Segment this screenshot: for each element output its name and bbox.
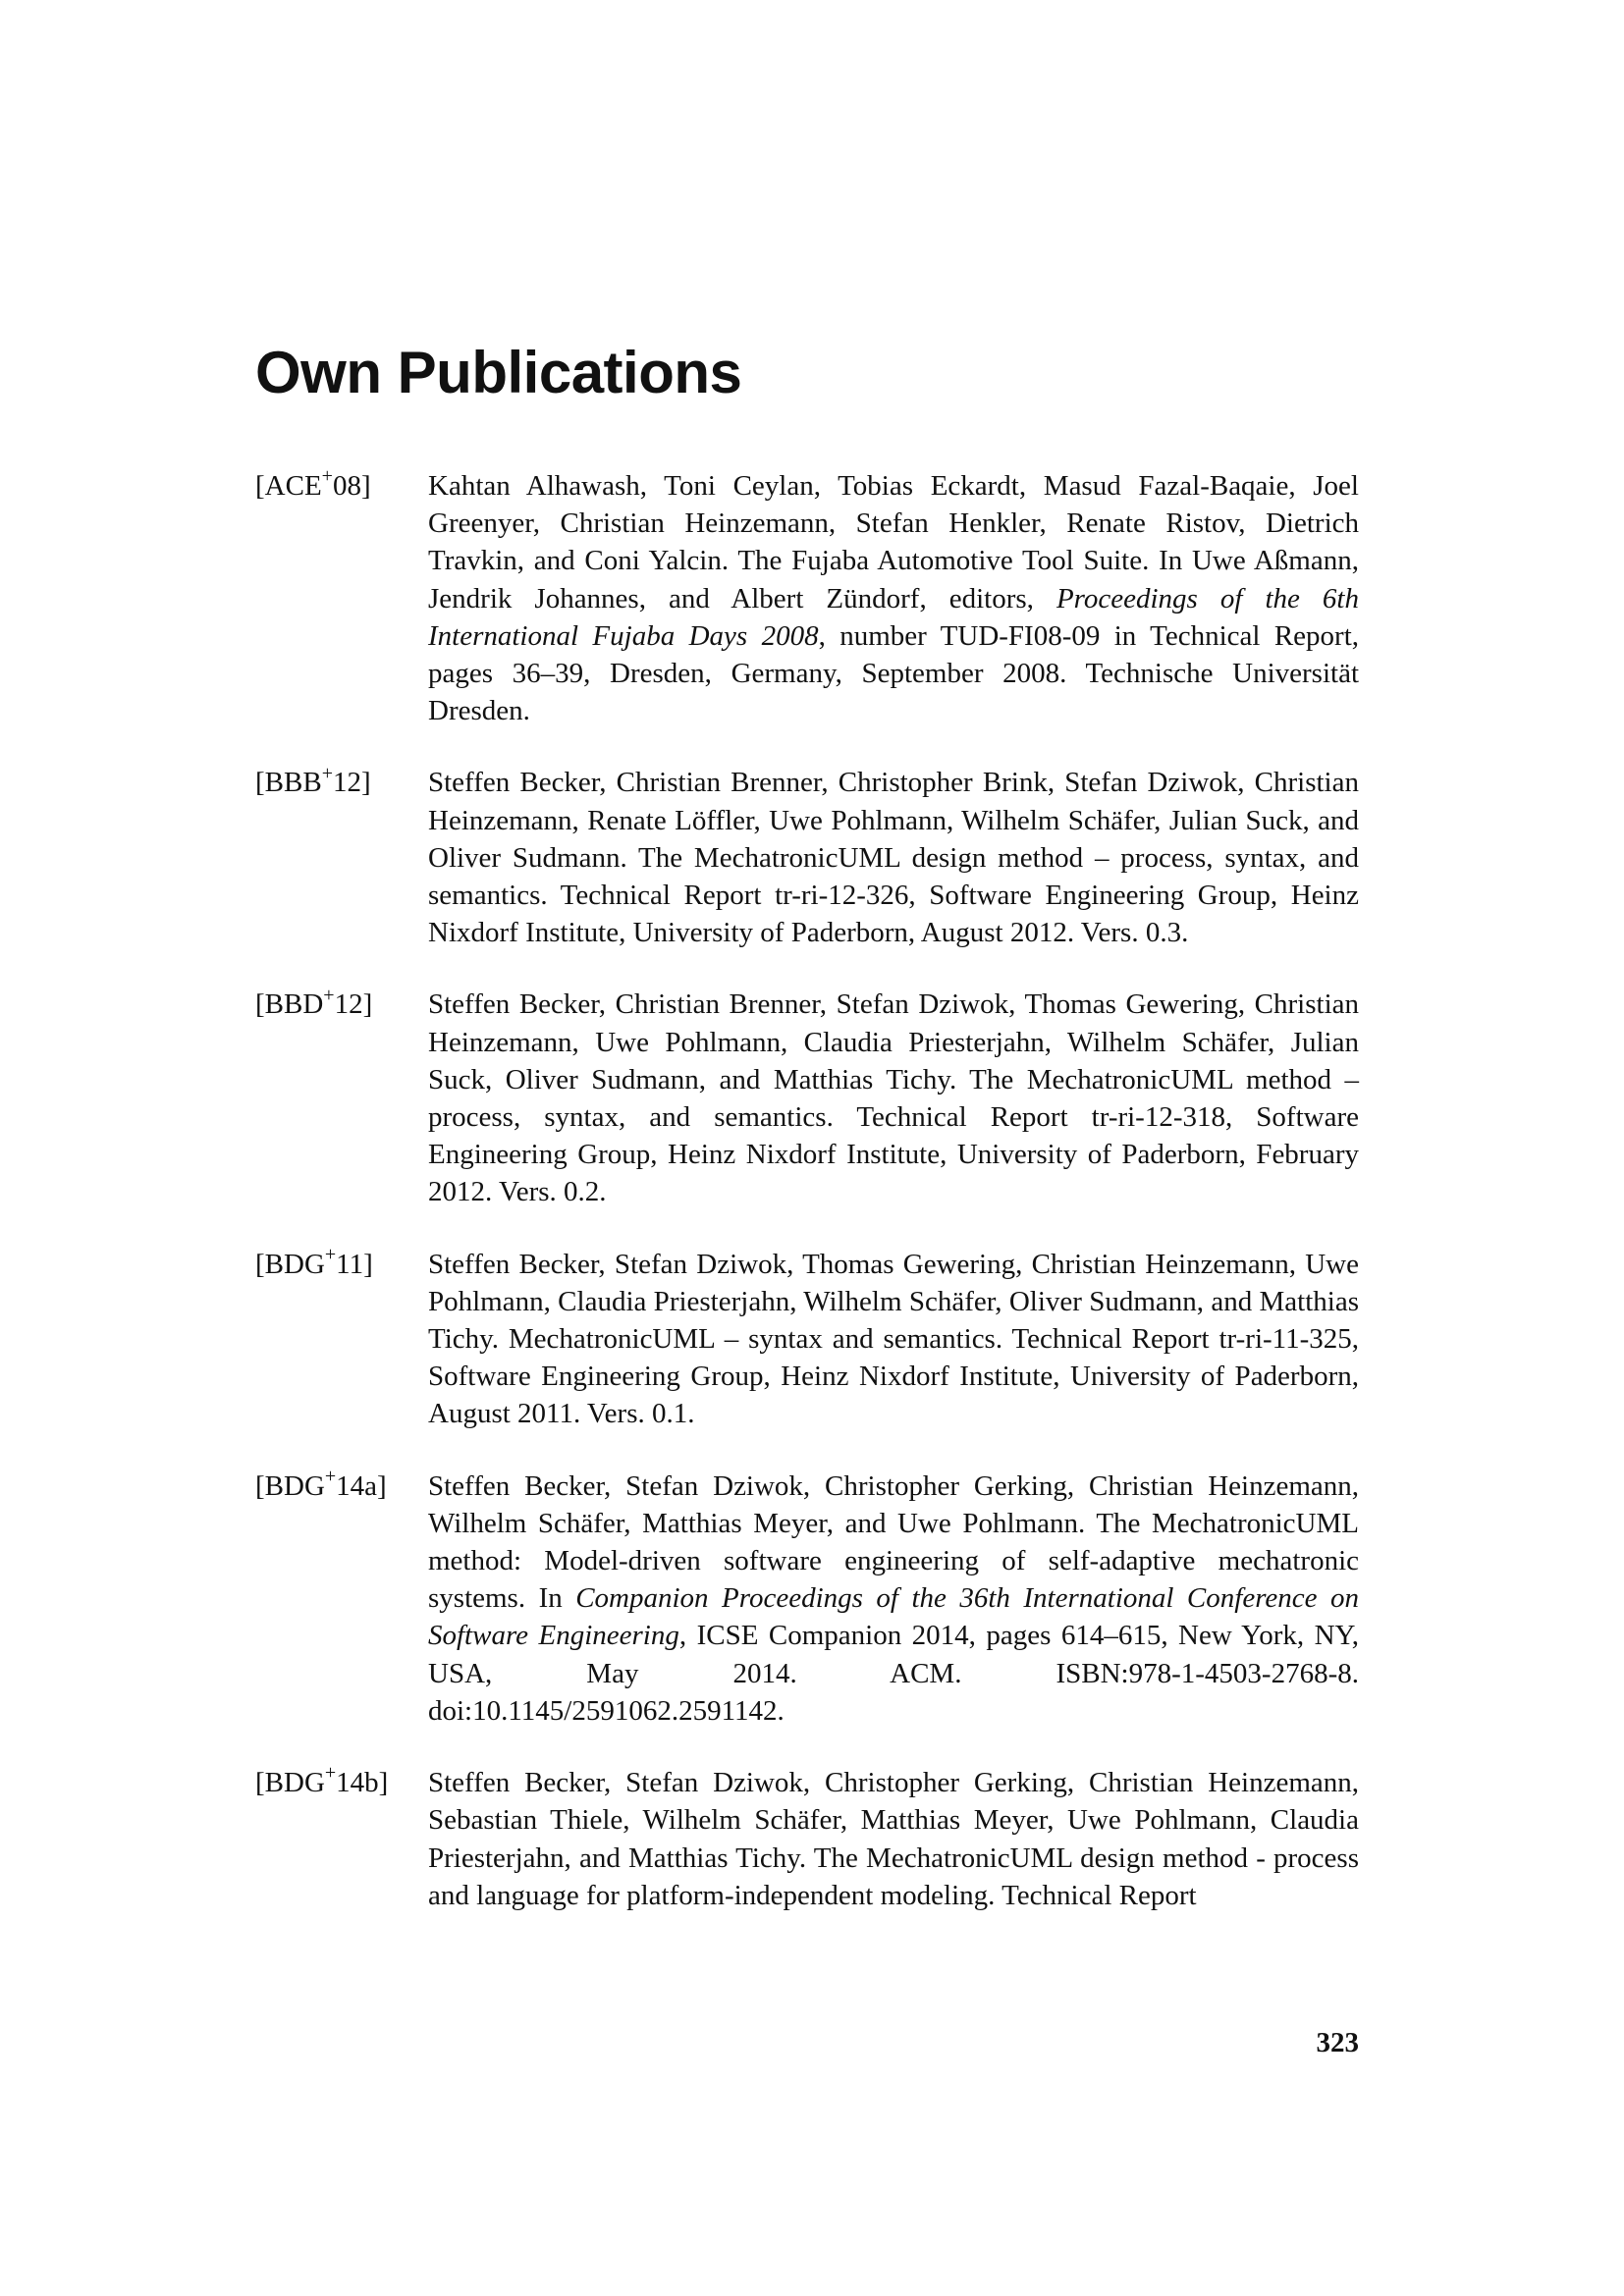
page-number: 323 xyxy=(1316,2027,1359,2058)
bib-key-prefix: [BDG xyxy=(255,1767,325,1799)
bib-text-part: , number TUD-FI08-09 in Technical Report, pages 36–39, Dresden, Germany, September 2008. Technische Universität Dresden. xyxy=(428,619,1360,727)
bib-text xyxy=(428,1764,1359,1914)
bib-key xyxy=(255,1764,428,1801)
bib-key xyxy=(255,986,428,1023)
bib-text xyxy=(428,764,1359,951)
bib-key-superscript: + xyxy=(324,1244,337,1265)
bib-entry-bdg14a xyxy=(255,1468,1359,1730)
bib-key-superscript: + xyxy=(324,1762,337,1785)
bib-key-prefix: [BDG xyxy=(255,1469,325,1502)
bib-key-suffix: 14a] xyxy=(336,1469,387,1502)
bib-text xyxy=(428,467,1359,729)
bib-text-part: Steffen Becker, Christian Brenner, Christopher Brink, Stefan Dziwok, Christian Heinzemann, Renate Löffler, Uwe Pohlmann, Wilhelm Schäfer, Julian Suck, and Oliver Sudmann. The MechatronicUML design method – process, syntax, and semantics. Technical Report tr-ri-12-326, Software Engineering Group, Heinz Nixdorf Institute, University of Paderborn, August 2012. Vers. 0.3. xyxy=(428,767,1359,949)
bib-text-part: Kahtan Alhawash, Toni Ceylan, Tobias Eckardt, Masud Fazal-Baqaie, Joel Greenyer, Christian Heinzemann, Stefan Henkler, Renate Ristov, Dietrich Travkin, and Coni Yalcin. The Fujaba Automotive Tool Suite. In Uwe Aßmann, Jendrik Johannes, and Albert Zündorf, editors, xyxy=(428,470,1359,614)
bib-key-suffix: 12] xyxy=(334,988,373,1021)
bib-key xyxy=(255,764,428,801)
bib-key xyxy=(255,1468,428,1505)
bib-key-prefix: [BDG xyxy=(255,1248,325,1280)
bib-key-prefix: [ACE xyxy=(255,470,322,502)
bib-key xyxy=(255,467,428,505)
bib-text xyxy=(428,986,1359,1210)
bib-key-suffix: 12] xyxy=(332,767,371,799)
bib-entry-bbd12 xyxy=(255,986,1359,1210)
bib-key-superscript: + xyxy=(324,1466,337,1488)
bib-text-part: Steffen Becker, Christian Brenner, Stefan Dziwok, Thomas Gewering, Christian Heinzemann, Uwe Pohlmann, Claudia Priesterjahn, Wilhelm Schäfer, Julian Suck, Oliver Sudmann, and Matthias Tichy. The MechatronicUML method – process, syntax, and semantics. Technical Report tr-ri-12-318, Software Engineering Group, Heinz Nixdorf Institute, University of Paderborn, February 2012. Vers. 0.2. xyxy=(428,988,1359,1208)
bib-text xyxy=(428,1246,1359,1433)
bib-venue: Companion Proceedings of the 36th International Conference on Software Engineering xyxy=(428,1582,1360,1652)
bib-key-superscript: + xyxy=(321,465,333,488)
bib-key-superscript: + xyxy=(323,984,335,1006)
bib-key xyxy=(255,1246,428,1283)
bib-venue: Proceedings of the 6th International Fujaba Days 2008 xyxy=(428,582,1359,652)
bib-key-prefix: [BBD xyxy=(255,988,324,1021)
bib-text xyxy=(428,1468,1359,1730)
bib-key-prefix: [BBB xyxy=(255,767,322,799)
bib-text-part: Steffen Becker, Stefan Dziwok, Christopher Gerking, Christian Heinzemann, Wilhelm Schäfer, Matthias Meyer, and Uwe Pohlmann. The MechatronicUML method: Model-driven software engineering of self-adaptive mechatronic systems. In xyxy=(428,1469,1359,1615)
bib-entry-ace08 xyxy=(255,467,1359,729)
bib-entry-bdg11 xyxy=(255,1246,1359,1433)
bib-text-part: , ICSE Companion 2014, pages 614–615, New York, NY, USA, May 2014. ACM. ISBN:978-1-4503-2768-8. doi:10.1145/2591062.2591142. xyxy=(428,1620,1359,1727)
page-title: Own Publications xyxy=(255,340,742,405)
bib-key-suffix: 14b] xyxy=(336,1767,389,1799)
bib-entry-bdg14b xyxy=(255,1764,1359,1914)
bib-key-superscript: + xyxy=(321,762,333,784)
bib-key-suffix: 08] xyxy=(332,470,371,502)
bibliography-list xyxy=(255,467,1359,1949)
bib-text-part: Steffen Becker, Stefan Dziwok, Christopher Gerking, Christian Heinzemann, Sebastian Thiele, Wilhelm Schäfer, Matthias Meyer, Uwe Pohlmann, Claudia Priesterjahn, and Matthias Tichy. The MechatronicUML design method - process and language for platform-independent modeling. Technical Report xyxy=(428,1767,1359,1911)
bib-entry-bbb12 xyxy=(255,764,1359,951)
bib-text-part: Steffen Becker, Stefan Dziwok, Thomas Gewering, Christian Heinzemann, Uwe Pohlmann, Claudia Priesterjahn, Wilhelm Schäfer, Oliver Sudmann, and Matthias Tichy. MechatronicUML – syntax and semantics. Technical Report tr-ri-11-325, Software Engineering Group, Heinz Nixdorf Institute, University of Paderborn, August 2011. Vers. 0.1. xyxy=(428,1248,1359,1430)
bib-key-suffix: 11] xyxy=(336,1248,373,1280)
